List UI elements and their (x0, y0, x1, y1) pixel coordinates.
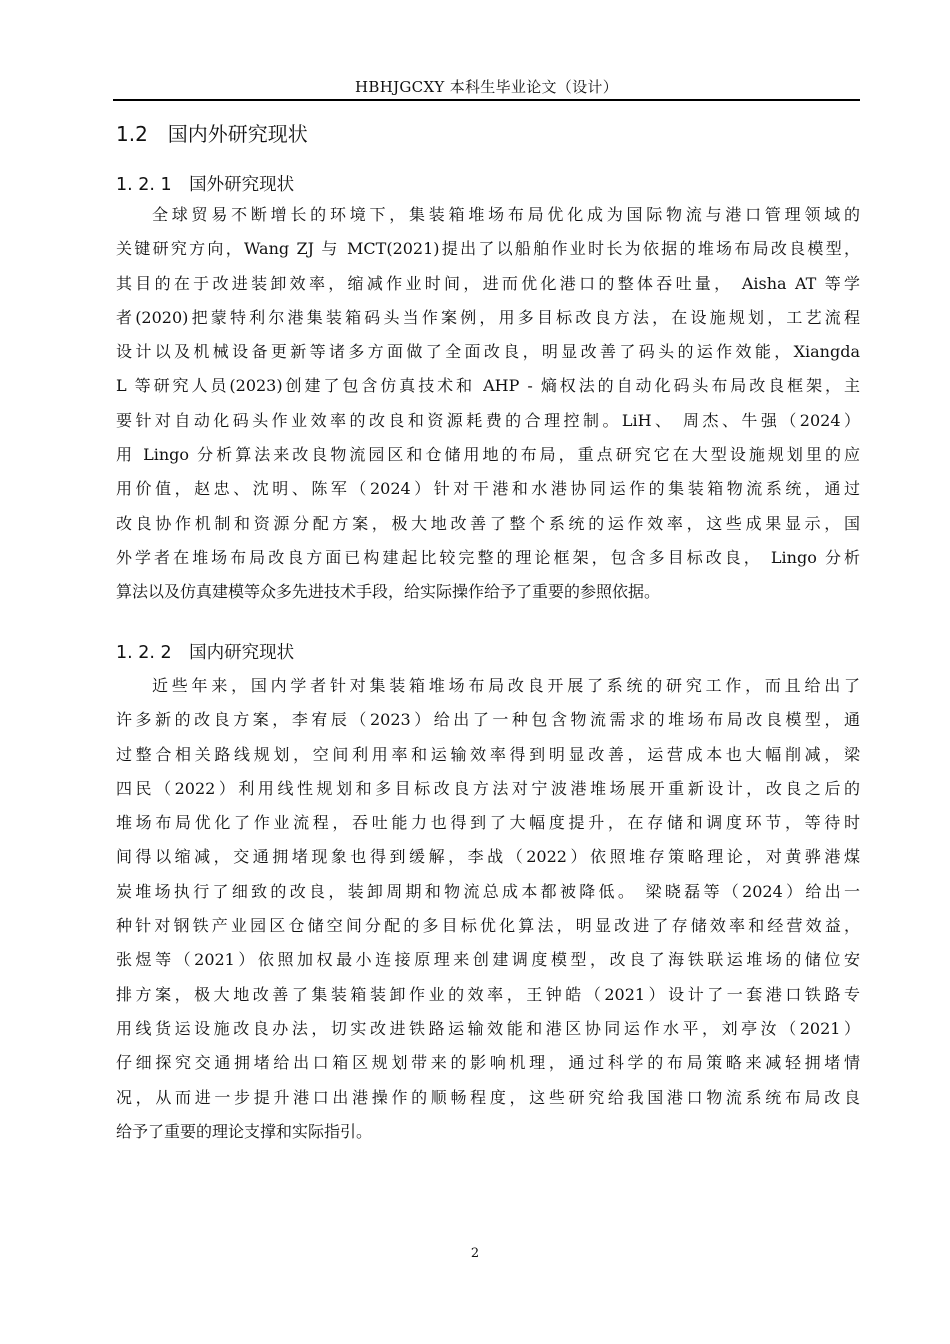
paragraph-line: 关键研究方向，Wang ZJ 与 MCT(2021)提出了以船舶作业时长为依据的堆场布局改良模型， (116, 239, 860, 259)
header-rule (113, 99, 860, 101)
page-number: 2 (470, 1246, 480, 1261)
paragraph-line: 炭堆场执行了细致的改良，装卸周期和物流总成本都被降低。 梁晓磊等（2024）给出一 (116, 881, 860, 901)
paragraph-line: 外学者在堆场布局改良方面已构建起比较完整的理论框架，包含多目标改良， Lingo 分析 (116, 547, 860, 567)
paragraph-line: 过整合相关路线规划，空间利用率和运输效率得到明显改善，运营成本也大幅削减，梁 (116, 744, 860, 764)
paragraph-line: 况，从而进一步提升港口出港操作的顺畅程度，这些研究给我国港口物流系统布局改良 (116, 1087, 860, 1107)
paragraph-line: 用 Lingo 分析算法来改良物流园区和仓储用地的布局，重点研究它在大型设施规划里的应 (116, 445, 860, 465)
paragraph-line: 改良协作机制和资源分配方案，极大地改善了整个系统的运作效率，这些成果显示，国 (116, 513, 860, 533)
paragraph-line: 排方案，极大地改善了集装箱装卸作业的效率，王钟皓（2021）设计了一套港口铁路专 (116, 984, 860, 1004)
paragraph-line: 算法以及仿真建模等众多先进技术手段，给实际操作给予了重要的参照依据。 (116, 582, 661, 602)
paragraph-line: 种针对钢铁产业园区仓储空间分配的多目标优化算法，明显改进了存储效率和经营效益， (116, 916, 860, 936)
paragraph-domestic-research (116, 669, 860, 1149)
paragraph-line: 设计以及机械设备更新等诸多方面做了全面改良，明显改善了码头的运作效能，Xiangda (116, 342, 860, 362)
paragraph-line: 堆场布局优化了作业流程，吞吐能力也得到了大幅度提升，在存储和调度环节，等待时 (116, 813, 860, 833)
subsection-heading-domestic: 1. 2. 2 国内研究现状 (116, 643, 295, 663)
paragraph-line: 用线货运设施改良办法，切实改进铁路运输效能和港区协同运作水平，刘亭汝（2021） (116, 1018, 860, 1038)
paragraph-line: 张煜等（2021）依照加权最小连接原理来创建调度模型，改良了海铁联运堆场的储位安 (116, 950, 860, 970)
paragraph-line: 仔细探究交通拥堵给出口箱区规划带来的影响机理，通过科学的布局策略来减轻拥堵情 (116, 1053, 860, 1073)
paragraph-line: 近些年来，国内学者针对集装箱堆场布局改良开展了系统的研究工作，而且给出了 (152, 676, 860, 695)
paragraph-line: 许多新的改良方案，李宥辰（2023）给出了一种包含物流需求的堆场布局改良模型，通 (116, 710, 860, 730)
paragraph-line: 四民（2022）利用线性规划和多目标改良方法对宁波港堆场展开重新设计，改良之后的 (116, 778, 860, 798)
subsection-heading-foreign: 1. 2. 1 国外研究现状 (116, 175, 295, 195)
section-heading: 1.2 国内外研究现状 (116, 122, 308, 146)
paragraph-line: 者(2020)把蒙特利尔港集装箱码头当作案例，用多目标改良方法，在设施规划，工艺流程 (116, 307, 860, 327)
paragraph-line: 给予了重要的理论支撑和实际指引。 (116, 1121, 373, 1141)
paragraph-line: L 等研究人员(2023)创建了包含仿真技术和 AHP - 熵权法的自动化码头布局改良框架，主 (116, 376, 860, 396)
paragraph-line: 间得以缩减，交通拥堵现象也得到缓解，李战（2022）依照堆存策略理论，对黄骅港煤 (116, 847, 860, 867)
paragraph-line: 用价值，赵忠、沈明、陈军（2024）针对干港和水港协同运作的集装箱物流系统，通过 (116, 479, 860, 499)
paragraph-line: 要针对自动化码头作业效率的改良和资源耗费的合理控制。LiH、 周杰、牛强（2024） (116, 410, 860, 430)
paragraph-foreign-research (116, 198, 860, 610)
page-header: HBHJGCXY 本科生毕业论文（设计） (354, 78, 618, 96)
paragraph-line: 全球贸易不断增长的环境下，集装箱堆场布局优化成为国际物流与港口管理领域的 (152, 205, 860, 224)
paragraph-line: 其目的在于改进装卸效率，缩减作业时间，进而优化港口的整体吞吐量， Aisha AT 等学 (116, 273, 860, 293)
